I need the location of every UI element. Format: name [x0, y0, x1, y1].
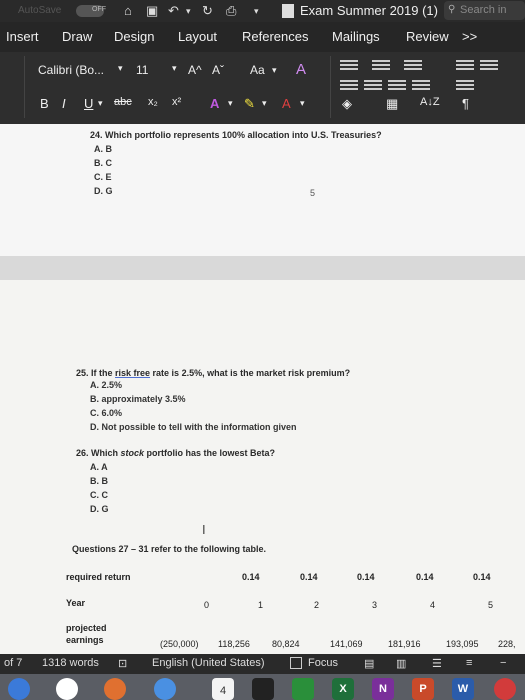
- chevron-down-icon: ▾: [300, 98, 305, 108]
- search-placeholder: Search in: [460, 4, 507, 16]
- table-cell: 0.14: [242, 572, 260, 582]
- clear-formatting-icon[interactable]: A: [296, 61, 307, 78]
- question-text: 26. Which: [76, 448, 121, 458]
- powerpoint-icon[interactable]: P: [412, 678, 434, 700]
- font-size-select[interactable]: [132, 60, 178, 80]
- document-title: Exam Summer 2019 (1): [300, 3, 438, 18]
- ribbon-divider: [330, 56, 331, 118]
- chevron-down-icon: ▾: [272, 65, 277, 75]
- shrink-font-button[interactable]: Aˇ: [212, 63, 224, 77]
- align-right-icon[interactable]: [388, 80, 406, 94]
- redo-icon[interactable]: ↻: [202, 3, 213, 18]
- question-24: 24. Which portfolio represents 100% allocation into U.S. Treasuries?: [90, 130, 382, 140]
- page: [0, 124, 525, 256]
- table-intro: Questions 27 – 31 refer to the following table.: [72, 544, 267, 554]
- sort-button[interactable]: A↓Z: [420, 96, 440, 108]
- word-icon[interactable]: W: [452, 678, 474, 700]
- change-case-button[interactable]: Aa: [250, 63, 265, 77]
- outline-view-icon[interactable]: ☰: [432, 658, 442, 670]
- option: D. G: [94, 186, 113, 196]
- page: [0, 280, 525, 654]
- focus-icon: [290, 657, 302, 669]
- table-cell: 0.14: [357, 572, 375, 582]
- table-cell: 228,: [498, 639, 516, 649]
- italic-button[interactable]: I: [62, 96, 66, 111]
- table-cell: 193,095: [446, 639, 479, 649]
- web-layout-icon[interactable]: ▥: [396, 658, 407, 670]
- strikethrough-button[interactable]: abc: [114, 96, 132, 108]
- question-text: stock: [120, 448, 145, 458]
- more-tabs-chevron-icon[interactable]: >>: [462, 29, 478, 44]
- tab-insert[interactable]: Insert: [6, 29, 39, 44]
- table-cell: 80,824: [272, 639, 300, 649]
- autosave-label: AutoSave: [18, 5, 62, 16]
- superscript-button[interactable]: x²: [172, 96, 182, 108]
- font-name-value: Calibri (Bo...: [38, 63, 105, 77]
- launchpad-icon[interactable]: [252, 678, 274, 700]
- table-cell: 5: [488, 600, 494, 610]
- option: A. A: [90, 462, 108, 472]
- zoom-out-icon[interactable]: −: [500, 657, 507, 669]
- option: B. B: [90, 476, 108, 486]
- page-count[interactable]: of 7: [4, 657, 23, 669]
- table-cell: 118,256: [218, 639, 250, 649]
- table-cell: (250,000): [160, 639, 199, 649]
- increase-indent-icon[interactable]: [480, 60, 498, 74]
- undo-icon[interactable]: ↶: [168, 3, 179, 18]
- calendar-icon[interactable]: 4: [212, 678, 234, 700]
- tab-mailings[interactable]: Mailings: [332, 29, 380, 44]
- tab-layout[interactable]: Layout: [178, 29, 218, 44]
- word-count[interactable]: 1318 words: [42, 657, 99, 669]
- bullets-icon[interactable]: [340, 60, 358, 74]
- chevron-down-icon: ▾: [262, 98, 267, 108]
- table-cell: 3: [372, 600, 378, 610]
- tab-review[interactable]: Review: [406, 29, 449, 44]
- question-text: portfolio has the lowest Beta?: [144, 448, 276, 458]
- table-cell: 0: [204, 600, 210, 610]
- tab-design[interactable]: Design: [114, 29, 155, 44]
- option: B. C: [94, 158, 112, 168]
- tab-references[interactable]: References: [242, 29, 309, 44]
- photos-icon[interactable]: [56, 678, 78, 700]
- shading-icon[interactable]: ◈: [342, 96, 352, 111]
- focus-button[interactable]: Focus: [308, 657, 338, 669]
- ribbon-divider: [24, 56, 25, 118]
- option: C. C: [90, 490, 108, 500]
- text-effects-button[interactable]: A: [210, 96, 220, 111]
- messages-icon[interactable]: [292, 678, 314, 700]
- chrome-icon[interactable]: [8, 678, 30, 700]
- show-formatting-button[interactable]: ¶: [462, 96, 469, 111]
- search-box[interactable]: [444, 1, 525, 20]
- numbering-icon[interactable]: [372, 60, 390, 74]
- table-cell: 141,069: [330, 639, 363, 649]
- language-status[interactable]: English (United States): [152, 657, 265, 669]
- document-canvas[interactable]: [0, 124, 525, 654]
- year-label: Year: [66, 598, 86, 608]
- firefox-icon[interactable]: [104, 678, 126, 700]
- customize-toolbar-icon[interactable]: ▾: [254, 6, 259, 16]
- option: D. Not possible to tell with the information given: [90, 422, 297, 432]
- ibeam-cursor-icon: I: [202, 522, 206, 537]
- projected-earnings-label: projected: [66, 623, 107, 633]
- print-layout-icon[interactable]: ▤: [364, 658, 375, 670]
- chevron-down-icon: ▾: [172, 63, 177, 73]
- chevron-down-icon: ▾: [228, 98, 233, 108]
- option: C. E: [94, 172, 112, 182]
- align-center-icon[interactable]: [364, 80, 382, 94]
- autosave-state: OFF: [92, 6, 106, 13]
- ribbon-tabs: [0, 22, 525, 52]
- table-cell: 2: [314, 600, 320, 610]
- projected-earnings-label: earnings: [66, 635, 104, 645]
- proofing-icon[interactable]: ⊡: [118, 658, 128, 670]
- question-25: [76, 368, 350, 378]
- table-cell: 181,916: [388, 639, 421, 649]
- font-name-select[interactable]: [30, 60, 140, 80]
- search-icon: ⚲: [448, 4, 456, 15]
- print-icon[interactable]: ⎙: [226, 3, 237, 18]
- chevron-down-icon: ▾: [118, 63, 123, 73]
- undo-dropdown-icon[interactable]: ▾: [186, 6, 191, 16]
- table-cell: 1: [258, 600, 264, 610]
- ribbon: [0, 52, 525, 124]
- question-text: rate is 2.5%, what is the market risk premium?: [150, 368, 351, 378]
- save-icon[interactable]: ▣: [146, 3, 159, 18]
- spellcheck-word[interactable]: risk free: [115, 368, 151, 378]
- option: A. 2.5%: [90, 380, 123, 390]
- safari-icon[interactable]: [154, 678, 176, 700]
- draft-view-icon[interactable]: ≡: [466, 657, 473, 669]
- chevron-down-icon: ▾: [98, 98, 103, 108]
- option: C. 6.0%: [90, 408, 123, 418]
- option: D. G: [90, 504, 109, 514]
- line-spacing-icon[interactable]: [456, 80, 474, 94]
- decrease-indent-icon[interactable]: [456, 60, 474, 74]
- home-icon[interactable]: ⌂: [124, 3, 132, 18]
- subscript-button[interactable]: x₂: [148, 96, 158, 108]
- table-cell: 4: [430, 600, 436, 610]
- blocked-app-icon[interactable]: [494, 678, 516, 700]
- borders-icon[interactable]: ▦: [386, 96, 399, 111]
- highlight-icon[interactable]: ✎: [244, 96, 255, 111]
- font-size-value: 11: [136, 63, 149, 77]
- font-color-button[interactable]: A: [282, 96, 291, 111]
- multilevel-list-icon[interactable]: [404, 60, 422, 74]
- table-cell: 0.14: [300, 572, 318, 582]
- title-bar: [0, 0, 525, 22]
- status-bar: [0, 654, 525, 674]
- excel-icon[interactable]: X: [332, 678, 354, 700]
- grow-font-button[interactable]: A^: [188, 63, 202, 77]
- underline-button[interactable]: U: [84, 96, 94, 111]
- required-return-label: required return: [66, 572, 131, 582]
- justify-icon[interactable]: [412, 80, 430, 94]
- page-number: 5: [310, 188, 316, 198]
- option: B. approximately 3.5%: [90, 394, 186, 404]
- option: A. B: [94, 144, 112, 154]
- question-text: 25. If the: [76, 368, 116, 378]
- tab-draw[interactable]: Draw: [62, 29, 93, 44]
- question-26: [76, 448, 275, 458]
- table-cell: 0.14: [416, 572, 434, 582]
- dock: [0, 674, 525, 700]
- document-icon: [282, 4, 294, 18]
- bold-button[interactable]: B: [40, 96, 49, 111]
- page-break: [0, 256, 525, 280]
- onenote-icon[interactable]: N: [372, 678, 394, 700]
- align-left-icon[interactable]: [340, 80, 358, 94]
- table-cell: 0.14: [473, 572, 491, 582]
